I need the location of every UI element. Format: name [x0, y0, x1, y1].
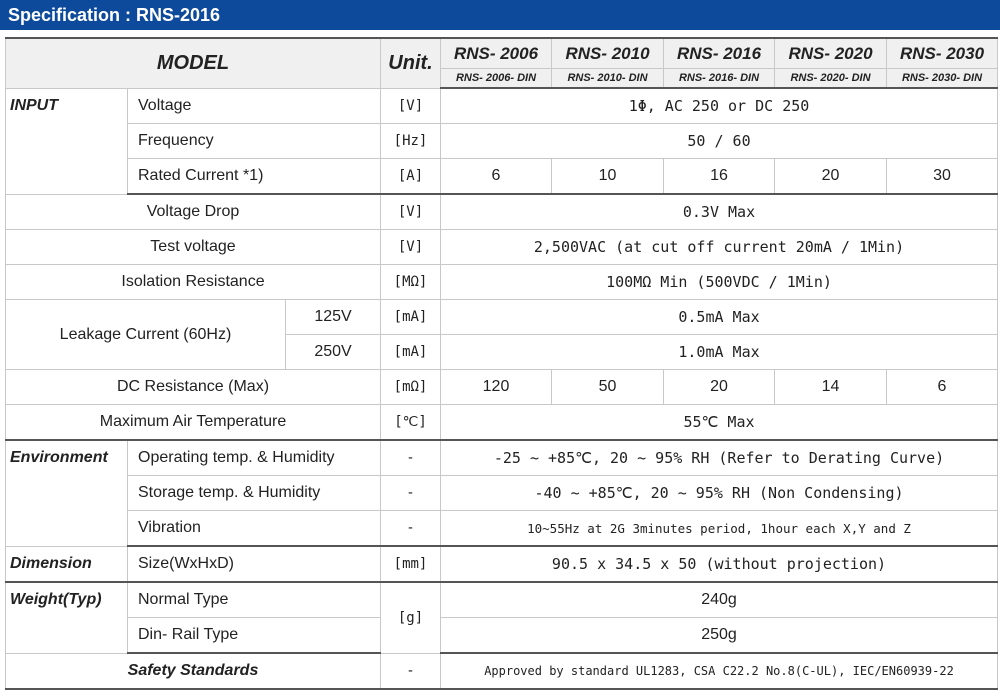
model-name: RNS- 2016 [664, 38, 775, 69]
leakage-label: Leakage Current (60Hz) [6, 300, 286, 370]
air-temp-label: Maximum Air Temperature [6, 405, 381, 441]
section-dimension: Dimension [6, 546, 128, 582]
rated-current-unit: [A] [381, 159, 441, 195]
model-name: RNS- 2030 [887, 38, 998, 69]
din-model-name: RNS- 2010- DIN [552, 69, 664, 89]
section-input: INPUT [6, 88, 128, 194]
operating-label: Operating temp. & Humidity [128, 440, 381, 476]
dc-resistance-unit: [mΩ] [381, 370, 441, 405]
din-model-name: RNS- 2030- DIN [887, 69, 998, 89]
test-voltage-label: Test voltage [6, 230, 381, 265]
section-environment: Environment [6, 440, 128, 546]
dc-resistance-value: 14 [775, 370, 887, 405]
voltage-drop-label: Voltage Drop [6, 194, 381, 230]
din-model-name: RNS- 2006- DIN [441, 69, 552, 89]
safety-label: Safety Standards [6, 653, 381, 689]
frequency-label: Frequency [128, 124, 381, 159]
storage-value: -40 ~ +85℃, 20 ~ 95% RH (Non Condensing) [441, 476, 998, 511]
dc-resistance-value: 6 [887, 370, 998, 405]
rated-current-value: 16 [664, 159, 775, 195]
voltage-value: 1Φ, AC 250 or DC 250 [441, 88, 998, 124]
test-voltage-unit: [V] [381, 230, 441, 265]
dc-resistance-value: 20 [664, 370, 775, 405]
vibration-value: 10~55Hz at 2G 3minutes period, 1hour each X,Y and Z [441, 511, 998, 547]
model-name: RNS- 2010 [552, 38, 664, 69]
dc-resistance-label: DC Resistance (Max) [6, 370, 381, 405]
size-label: Size(WxHxD) [128, 546, 381, 582]
page-title: Specification : RNS-2016 [0, 0, 1000, 30]
rated-current-value: 10 [552, 159, 664, 195]
isolation-unit: [MΩ] [381, 265, 441, 300]
vibration-label: Vibration [128, 511, 381, 547]
leakage-unit: [mA] [381, 335, 441, 370]
normal-type-value: 240g [441, 582, 998, 618]
section-weight: Weight(Typ) [6, 582, 128, 653]
rated-current-value: 6 [441, 159, 552, 195]
size-value: 90.5 x 34.5 x 50 (without projection) [441, 546, 998, 582]
rated-current-label: Rated Current *1) [128, 159, 381, 195]
leakage-sub-125: 125V [286, 300, 381, 335]
safety-value: Approved by standard UL1283, CSA C22.2 No.8(C-UL), IEC/EN60939-22 [441, 653, 998, 689]
leakage-sub-250: 250V [286, 335, 381, 370]
safety-unit: - [381, 653, 441, 689]
leakage-value: 1.0mA Max [441, 335, 998, 370]
din-model-name: RNS- 2016- DIN [664, 69, 775, 89]
storage-label: Storage temp. & Humidity [128, 476, 381, 511]
voltage-drop-unit: [V] [381, 194, 441, 230]
frequency-value: 50 / 60 [441, 124, 998, 159]
size-unit: [mm] [381, 546, 441, 582]
normal-type-label: Normal Type [128, 582, 381, 618]
isolation-value: 100MΩ Min (500VDC / 1Min) [441, 265, 998, 300]
dc-resistance-value: 120 [441, 370, 552, 405]
air-temp-unit: [℃] [381, 405, 441, 441]
leakage-value: 0.5mA Max [441, 300, 998, 335]
leakage-unit: [mA] [381, 300, 441, 335]
unit-header: Unit. [381, 38, 441, 88]
spec-table [5, 37, 998, 690]
weight-unit: [g] [381, 582, 441, 653]
vibration-unit: - [381, 511, 441, 547]
isolation-label: Isolation Resistance [6, 265, 381, 300]
frequency-unit: [Hz] [381, 124, 441, 159]
operating-unit: - [381, 440, 441, 476]
air-temp-value: 55℃ Max [441, 405, 998, 441]
din-type-label: Din- Rail Type [128, 618, 381, 654]
operating-value: -25 ~ +85℃, 20 ~ 95% RH (Refer to Derating Curve) [441, 440, 998, 476]
dc-resistance-value: 50 [552, 370, 664, 405]
storage-unit: - [381, 476, 441, 511]
rated-current-value: 30 [887, 159, 998, 195]
rated-current-value: 20 [775, 159, 887, 195]
voltage-unit: [V] [381, 88, 441, 124]
voltage-drop-value: 0.3V Max [441, 194, 998, 230]
din-type-value: 250g [441, 618, 998, 654]
model-header: MODEL [6, 38, 381, 88]
test-voltage-value: 2,500VAC (at cut off current 20mA / 1Min) [441, 230, 998, 265]
voltage-label: Voltage [128, 88, 381, 124]
din-model-name: RNS- 2020- DIN [775, 69, 887, 89]
model-name: RNS- 2006 [441, 38, 552, 69]
model-name: RNS- 2020 [775, 38, 887, 69]
